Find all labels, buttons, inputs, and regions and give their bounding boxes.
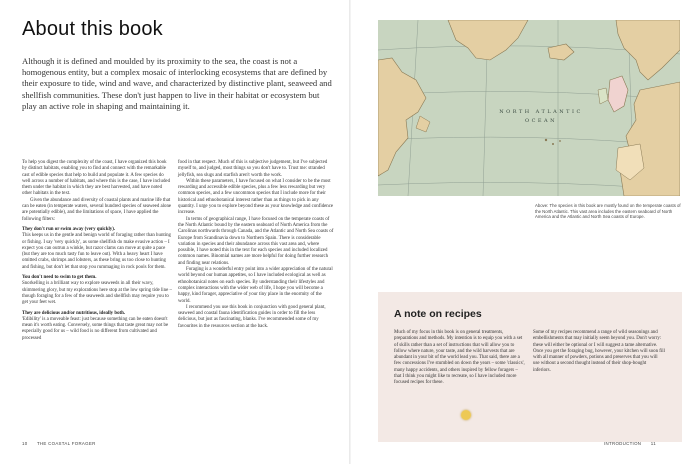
body-column-2 bbox=[178, 160, 334, 330]
body-paragraph: This keeps us in the gentle and benign world of foraging rather than hunting or fishing. I say 'very quickly', as some shellfish do make evasive action – I expect you can outrun a winkle, but razor clams can move at quite a pace (but they are too much tasty fun to leave out). With a heavy heart I have omitted crabs, shrimps and lobsters, as these bring us too close to hunting and fishing, but don't let that stop you rummaging in rock pools for them. bbox=[22, 233, 171, 270]
map-caption: Above: The species in this book are mostly found on the temperate coasts of the North Atlantic. This vast area includes the eastern seaboard of North America and the Atlantic and North Sea coasts of Europe. bbox=[535, 203, 681, 220]
body-paragraph: In terms of geographical range, I have focused on the temperate coasts of the North Atlantic bound by the eastern seaboard of North America from the Carolinas northwards through Canada, and the Atlantic and North Sea coasts of Europe from Scandinavia down to Northern Spain. There is considerable variation in species and their abundance across this vast area and, where possible, I have noted this in the text for each species and included localized common names. Binomial names are more helpful for doing further research and finding near relations. bbox=[178, 216, 334, 266]
map-ocean-label: NORTH ATLANTIC OCEAN bbox=[499, 109, 583, 124]
page-number: 11 bbox=[650, 441, 656, 446]
page-number: 10 bbox=[22, 441, 28, 446]
filter-heading: You don't need to swim to get them. bbox=[22, 275, 97, 281]
page-footer-right bbox=[604, 441, 656, 446]
book-spine bbox=[349, 0, 351, 464]
intro-paragraph: Although it is defined and moulded by its proximity to the sea, the coast is not a homogenous entity, but a complex mosaic of interlocking ecosystems that are defined by their exposure to tide, wind and wave, and characterized by distinctive plant, seaweed and shellfish communities. These don't just happen to live in their habitat or ecosystem but play an active role in shaping and maintaining it. bbox=[22, 56, 332, 111]
body-paragraph: Given the abundance and diversity of coastal plants and marine life that can be eaten (in temperate waters, several hundred species of seaweed alone are potentially edible), and the limitations of space, I have applied the following filters: bbox=[22, 197, 172, 222]
page-footer-left bbox=[22, 441, 96, 446]
recipes-paragraph: Some of my recipes recommend a range of wild seasonings and embellishments that may initially seem beyond you. Don't worry: these will either be optional or I will suggest a tame alternative. Once you get the foraging bug, however, your kitchen will soon fill with all manner of powders, potions and preserves that you will use without a second thought instead of their shop-bought inferiors. bbox=[533, 330, 665, 373]
body-paragraph: I recommend you use this book in conjunction with good general plant, seaweed and coastal fauna identification guides in order to fill the less delicious, but just as fascinating, blanks. I've recommended some of my favourites in the resources section at the back. bbox=[178, 304, 326, 329]
body-paragraph: Foraging is a wonderful entry point into a wider appreciation of the natural world beyond our human appetites, so I have included ecological as well as ethnobotanical notes on each species. By understanding their lifestyles and complex interactions with the wider web of life, I hope you will become a happy, kind forager, appreciative of your tiny place in the enormity of the world. bbox=[178, 267, 333, 304]
filter-heading: They don't run or swim away (very quickly). bbox=[22, 226, 116, 232]
body-column-1 bbox=[22, 160, 172, 342]
body-paragraph: Within these parameters, I have focused on what I consider to be the most rewarding and accessible edible species, plus a few less rewarding but very common species, and a few uncommon species that I include more for their historical and ethnobotanical interest rather than as things to pick in any quantity. I urge you to explore beyond these as your knowledge and confidence increase. bbox=[178, 178, 334, 216]
running-title: THE COASTAL FORAGER bbox=[36, 441, 96, 446]
recipes-paragraph: Much of my focus in this book is on general treatments, preparations and methods. My intention is to equip you with a set of skills rather than a set of instructions that will allow you to follow where nature, your taste, and the wild harvests that are abundant in your bit of the world lead you. That said, there are a few concessions I've stumbled on down the years – some 'classics', many happy accidents, and others inspired by fellow foragers – that I think you might like to recreate, so I have included more focused recipes for these. bbox=[394, 330, 525, 386]
cursor-highlight bbox=[461, 410, 471, 420]
recipes-note-box bbox=[378, 292, 682, 442]
atlantic-map-image bbox=[378, 20, 680, 196]
body-paragraph: Snorkelling is a brilliant way to explore seaweeds in all their wavy, shimmering glory, but my explorations here stop at the low spring tide line – though foraging for a few of the seaweeds and shellfish may require you to get your feet wet. bbox=[22, 281, 172, 306]
filter-heading: They are delicious and/or nutritious, ideally both. bbox=[22, 310, 126, 316]
running-title: INTRODUCTION bbox=[604, 441, 642, 446]
recipes-title: A note on recipes bbox=[394, 308, 482, 320]
body-paragraph: To help you digest the complexity of the coast, I have organized this book by distinct habitats, enabling you to find and connect with the remarkable cast of edible species that help to build and populate it. A few species do well across a number of habitats, and where this is the case, I have included them under the habitat in which they are best harvested, and have noted other habitats in the text. bbox=[22, 160, 171, 197]
body-paragraph: 'Edibility' is a moveable feast: just because something can be eaten doesn't mean it's worth eating. Conversely, some things that taste great may not be especially good for us – wild food is no different from cultivated and processed bbox=[22, 316, 169, 341]
page-title: About this book bbox=[22, 18, 163, 40]
body-paragraph: food in that respect. Much of this is subjective judgement, but I've subjected myself to, and judged, most things so you don't have to. Trust me: stranded jellyfish, sea slugs and starfish aren't worth the work. bbox=[178, 160, 328, 178]
